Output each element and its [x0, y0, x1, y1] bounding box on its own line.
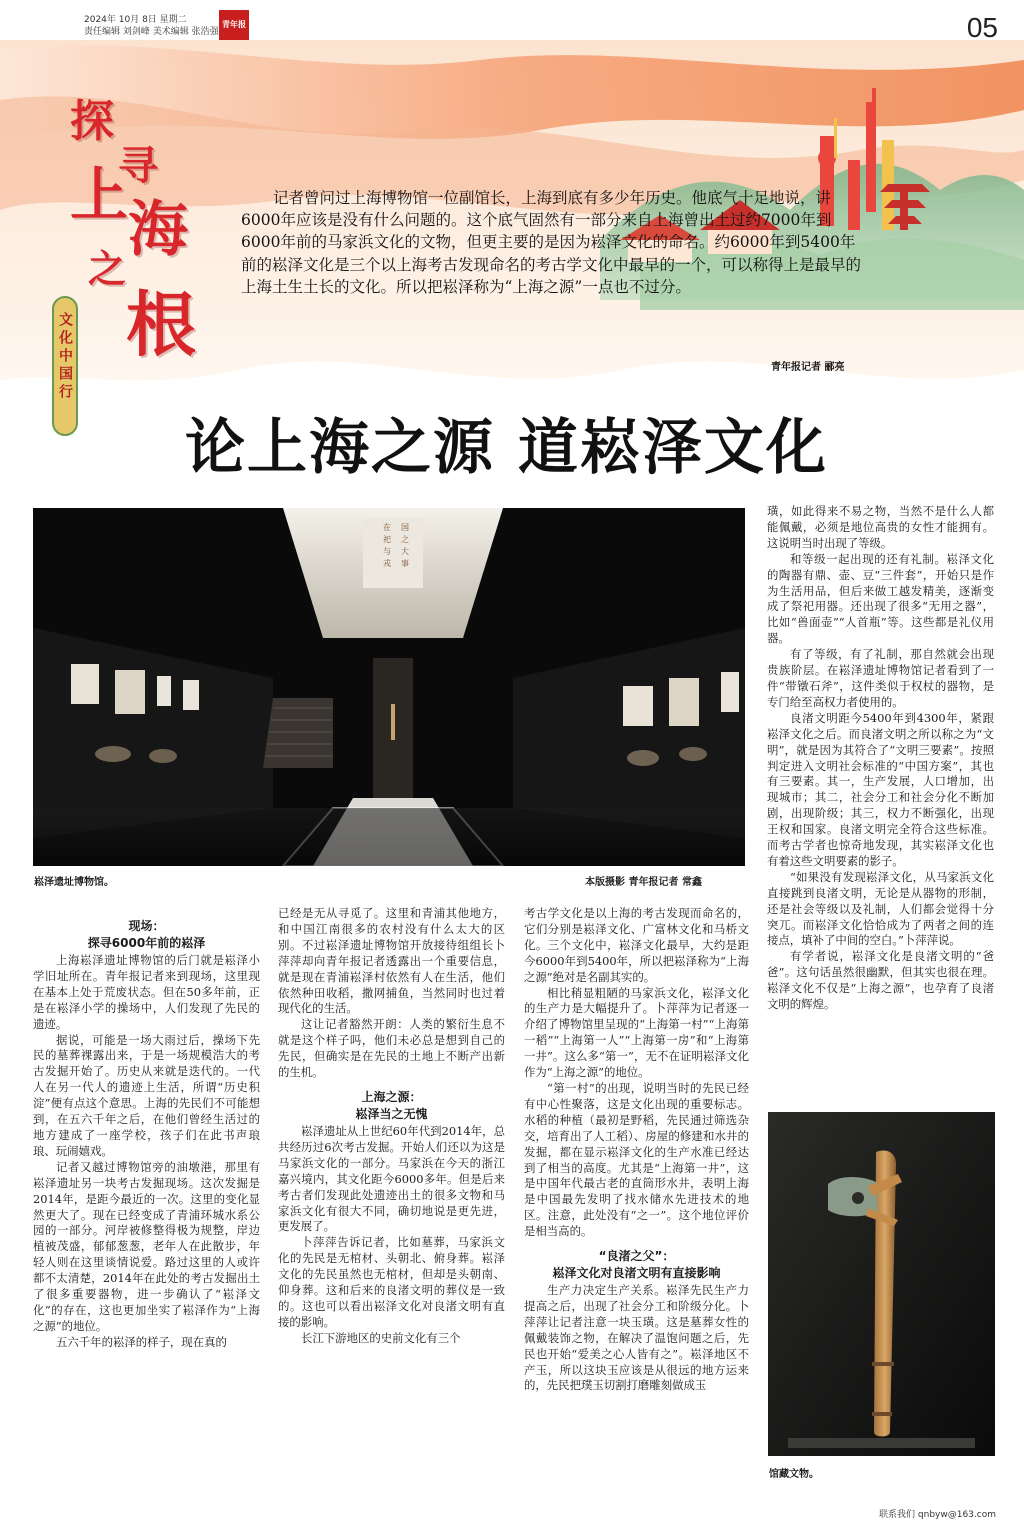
column-title-char: 根 — [126, 283, 196, 366]
exhibit-banner-char: 戎 — [383, 559, 391, 568]
paragraph: 这让记者豁然开朗：人类的繁衍生息不就是这个样子吗，他们未必总是想到自己的先民，但确实是在先民的土地上不断产出新的生机。 — [278, 1017, 505, 1080]
section-heading — [278, 1089, 505, 1123]
section-heading-line: 崧泽文化对良渚文明有直接影响 — [552, 1266, 721, 1281]
article-column-2 — [278, 906, 505, 1347]
paragraph: 据说，可能是一场大雨过后，操场下先民的墓葬裸露出来，于是一场规模浩大的考古发掘开始了。历史从来就是迭代的。一代人在另一代人的遗迹上生活，所谓“历史积淀”便有点这个意思。上海的先民们不可能想到，在五六千年之后，在他们曾经生活过的地方建成了一座学校，孩子们在此书声琅琅、玩闹嬉戏。 — [33, 1032, 260, 1158]
exhibit-banner-char: 祀 — [383, 535, 391, 544]
paragraph: 崧泽遗址从上世纪60年代到2014年，总共经历过6次考古发掘。开始人们还以为这是马家浜文化的一部分。马家浜在今天的浙江嘉兴境内，其文化距今6000多年。但是后来考古者们发现此处遗迹出土的很多文物和马家浜文化有很大不同，确切地说是更先进，更发展了。 — [278, 1123, 505, 1234]
exhibit-banner-char: 在 — [383, 523, 391, 532]
paragraph: 璜，如此得来不易之物，当然不是什么人都能佩戴，必须是地位高贵的女性才能拥有。这说明当时出现了等级。 — [767, 504, 994, 550]
paragraph: 上海崧泽遗址博物馆的后门就是崧泽小学旧址所在。青年报记者来到现场，这里现在基本上处于荒废状态。但在50多年前，正是在崧泽小学的操场中，人们发现了先民的遗迹。 — [33, 953, 260, 1031]
lead-paragraph — [241, 187, 861, 298]
paragraph: 相比稍显粗陋的马家浜文化，崧泽文化的生产力是大幅提升了。卜萍萍为记者逐一介绍了博物馆里呈现的“上海第一村”“上海第一稻”“上海第一人”“上海第一房”和“上海第一井”。这么多“第一”，无不在证明崧泽文化作为“上海之源”的地位。 — [524, 985, 749, 1080]
paragraph: 良渚文明距今5400年到4300年，紧跟崧泽文化之后。而良渚文明之所以称之为“文明”，就是因为其符合了“文明三要素”。按照判定进入文明社会标准的“中国方案”，其也有三要素。其一，生产发展，人口增加，出现城市；其二，社会分工和社会分化不断加剧，出现阶级；其三，权力不断强化，出现王权和国家。良渚文明完全符合这些标准。而考古学者也惊奇地发现，其实崧泽文化也有着这些文明要素的影子。 — [767, 710, 994, 868]
museum-hall-illustration — [33, 508, 745, 866]
photo-credit: 本版摄影 青年报记者 常鑫 — [585, 877, 702, 888]
column-title-char: 海 — [128, 195, 188, 265]
column-title-char: 之 — [88, 246, 127, 291]
page-number: 05 — [966, 12, 998, 43]
paragraph: “如果没有发现崧泽文化，从马家浜文化直接跳到良渚文明，无论是从器物的形制，还是社会等级以及礼制，人们都会觉得十分突兀。而崧泽文化恰恰成为了两者之间的连接点，填补了中间的空白。”卜萍萍说。 — [767, 869, 994, 948]
headline: 论上海之源 道崧泽文化 — [185, 413, 828, 483]
column-subtitle — [52, 296, 78, 436]
exhibit-banner-char: 大 — [401, 547, 409, 556]
paragraph: 生产力决定生产关系。崧泽先民生产力提高之后，出现了社会分工和阶级分化。卜萍萍让记者注意一块玉璜。这是墓葬女性的佩戴装饰之物，在解决了温饱问题之后，先民也开始“爱美之心人皆有之”。崧泽地区不产玉，所以这块玉应该是从很远的地方运来的，先民把璞玉切割打磨雕刻做成玉 — [524, 1283, 749, 1393]
section-heading-line: 上海之源： — [361, 1089, 422, 1104]
lead-text: 记者曾问过上海博物馆一位副馆长，上海到底有多少年历史。他底气十足地说，讲6000年应该是没有什么问题的。这个底气固然有一部分来自上海曾出土过约7000年到6000年前的马家浜文化的文物，但更主要的是因为崧泽文化的命名。约6000年到5400年前的崧泽文化是三个以上海考古发现命名的考古学文化中最早的一个，可以称得上是最早的上海土生土长的文化。所以把崧泽称为“上海之源”一点也不过分。 — [241, 189, 862, 296]
article-column-1 — [33, 916, 260, 1351]
footer-contact: 联系我们 qnbyw@163.com — [879, 1510, 996, 1520]
section-heading-line: 探寻6000年前的崧泽 — [87, 936, 206, 950]
artifact-photo — [768, 1112, 995, 1456]
section-heading-line: “良渚之父”： — [598, 1249, 675, 1264]
paragraph: 和等级一起出现的还有礼制。崧泽文化的陶器有鼎、壶、豆“三件套”，开始只是作为生活用品，但后来做工越发精美，逐渐变成了祭祀用器。还出现了很多“无用之器”，比如“兽面壶”“人首瓶”等。这些都是礼仪用器。 — [767, 551, 994, 646]
header-meta — [84, 14, 219, 38]
article-column-3 — [524, 906, 749, 1394]
exhibit-banner-char: 国 — [401, 523, 409, 532]
section-heading-line: 现场： — [128, 919, 165, 933]
newspaper-logo: 青年报 — [219, 10, 249, 40]
column-title — [70, 96, 200, 400]
exhibit-banner-char: 事 — [401, 559, 409, 568]
issue-date: 2024年 10月 8日 星期二 — [84, 15, 187, 25]
paragraph: “第一村”的出现，说明当时的先民已经有中心性聚落，这是文化出现的重要标志。水稻的种植（最初是野稻，先民通过筛选杂交，培育出了人工稻）、房屋的修建和水井的发掘，都在显示崧泽文化的生产水准已经达到了相当的高度。尤其是“上海第一井”，这是中国年代最古老的直筒形水井，表明上海是中国最先发明了找水储水先进技术的地区。注意，此处没有“之一”。这个地位评价是相当高的。 — [524, 1080, 749, 1239]
exhibit-banner-char: 之 — [401, 535, 409, 544]
column-subtitle-text: 文化中国行 — [57, 312, 73, 402]
section-heading-line: 崧泽当之无愧 — [355, 1106, 428, 1121]
photo-caption: 崧泽遗址博物馆。 — [34, 877, 114, 888]
museum-photo — [33, 508, 745, 866]
paragraph: 五六千年的崧泽的样子，现在真的 — [56, 1334, 227, 1349]
paragraph: 已经是无从寻觅了。这里和青浦其他地方，和中国江南很多的农村没有什么太大的区别。不过崧泽遗址博物馆开放接待组组长卜萍萍却向青年报记者透露出一个重要信息，就是现在青浦崧泽村依然有人在生活，他们依然种田收稻，撒网捕鱼，当然同时也过着现代化的生活。 — [278, 906, 505, 1016]
section-heading — [524, 1248, 749, 1282]
paragraph: 考古学文化是以上海的考古发现而命名的，它们分别是崧泽文化、广富林文化和马桥文化。三个文化中，崧泽文化最早，大约是距今6000年到5400年，所以把崧泽称为“上海之源”绝对是名副其实的。 — [524, 906, 749, 984]
exhibit-banner-char: 与 — [383, 547, 391, 556]
section-heading — [33, 918, 260, 952]
axe-artifact-illustration — [768, 1112, 995, 1456]
article-column-4 — [767, 504, 994, 1013]
column-title-char: 寻 — [118, 142, 158, 189]
paragraph: 记者又越过博物馆旁的油墩港，那里有崧泽遗址另一块考古发掘现场。这次发掘是2014年，是距今最近的一次。这里的变化显然更大了。现在已经变成了青浦环城水系公园的一部分。河岸被修整得极为规整，岸边植被茂盛，郁郁葱葱，老年人在此散步，年轻人则在这里谈情说爱。路过这里的人或许都不太清楚，2014年在此处的考古发掘出土了很多重要器物，进一步确认了“崧泽文化”的存在，这也更加坐实了崧泽作为“上海之源”的地位。 — [33, 1159, 260, 1333]
paragraph: 有学者说，崧泽文化是良渚文明的“爸爸”。这句话虽然很幽默，但其实也很在理。崧泽文化不仅是“上海之源”，也孕育了良渚文明的辉煌。 — [767, 949, 994, 1012]
editor-credits: 责任编辑 刘剑峰 美术编辑 张浩强 — [84, 27, 219, 37]
column-title-char: 上 — [70, 161, 129, 229]
paragraph: 卜萍萍告诉记者，比如墓葬，马家浜文化的先民是无棺材、头朝北、俯身葬。崧泽文化的先民虽然也无棺材，但却是头朝南、仰身葬。这和后来的良渚文明的葬仪是一致的。这也可以看出崧泽文化对良渚文明有直接的影响。 — [278, 1235, 505, 1329]
paragraph: 长江下游地区的史前文化有三个 — [301, 1330, 461, 1345]
artifact-caption: 馆藏文物。 — [769, 1469, 819, 1480]
column-title-char: 探 — [70, 96, 114, 147]
paragraph: 有了等级，有了礼制，那自然就会出现贵族阶层。在崧泽遗址博物馆记者看到了一件“带镦石斧”，这件类似于权杖的器物，是专门给至高权力者使用的。 — [767, 647, 994, 709]
lead-byline: 青年报记者 郦亮 — [771, 362, 845, 373]
